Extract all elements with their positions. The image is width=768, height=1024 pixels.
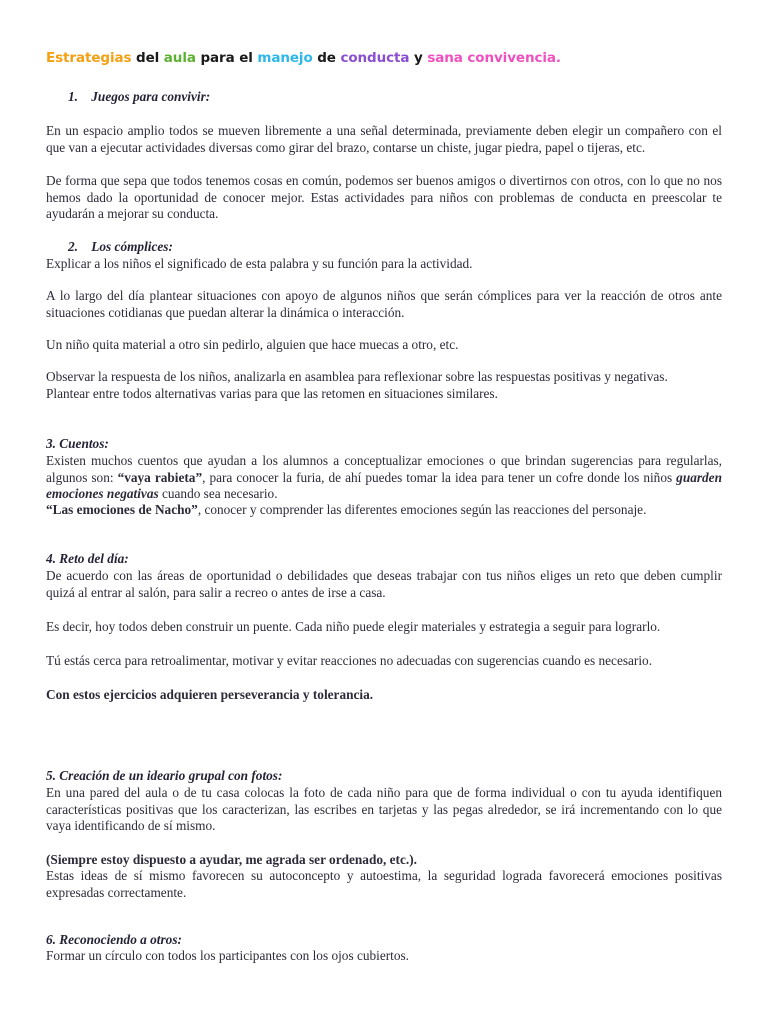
paragraph xyxy=(46,502,722,519)
paragraph: Formar un círculo con todos los participantes con los ojos cubiertos. xyxy=(46,948,410,963)
paragraph: En un espacio amplio todos se mueven libremente a una señal determinada, previamente deben elegir un compañero con el que van a ejecutar actividades diversas como girar del brazo, contarse un chiste, jugar piedra, papel o tijeras, etc. xyxy=(46,123,722,155)
title-word-sana-convivencia: sana convivencia. xyxy=(427,50,561,66)
book-title-vaya-rabieta: “vaya rabieta” xyxy=(117,469,203,485)
paragraph: En una pared del aula o de tu casa colocas la foto de cada niño para que de forma individual o con tu ayuda identifiquen características positivas que los caracterizan, las escribes en tarjetas y las pegas alrededor, se irá incrementando con lo que vaya identificando de sí mismo. xyxy=(46,785,722,833)
paragraph: Estas ideas de sí mismo favorecen su autoconcepto y autoestima, la seguridad lograda favorecerá emociones positivas expresadas correctamente. xyxy=(46,868,722,900)
section-heading-juegos: 1. Juegos para convivir: xyxy=(68,89,211,104)
paragraph: Es decir, hoy todos deben construir un puente. Cada niño puede elegir materiales y estrategia a seguir para lograrlo. xyxy=(46,619,661,634)
section-heading-ideario: 5. Creación de un ideario grupal con fotos: xyxy=(46,768,283,783)
text-run: cuando sea necesario. xyxy=(158,486,278,501)
paragraph: Plantear entre todos alternativas varias para que las retomen en situaciones similares. xyxy=(46,386,498,401)
section-heading-reto-del-dia: 4. Reto del día: xyxy=(46,551,129,566)
title-word-conducta: conducta xyxy=(340,50,410,66)
title-word-de: de xyxy=(312,50,341,66)
title-word-aula: aula xyxy=(163,50,196,66)
paragraph: De acuerdo con las áreas de oportunidad o debilidades que deseas trabajar con tus niños eliges un reto que deben cumplir quizá al entrar al salón, para salir a recreo o antes de irse a casa. xyxy=(46,568,722,600)
section-heading-complices: 2. Los cómplices: xyxy=(68,239,173,254)
title-word-manejo: manejo xyxy=(257,50,313,66)
bold-example: (Siempre estoy dispuesto a ayudar, me agrada ser ordenado, etc.). xyxy=(46,852,417,867)
bold-conclusion: Con estos ejercicios adquieren perseverancia y tolerancia. xyxy=(46,687,374,702)
title-word-del: del xyxy=(131,50,164,66)
paragraph: Observar la respuesta de los niños, analizarla en asamblea para reflexionar sobre las respuestas positivas y negativas. xyxy=(46,369,668,384)
title-word-y: y xyxy=(409,50,428,66)
paragraph xyxy=(46,453,722,503)
text-run: , conocer y comprender las diferentes emociones según las reacciones del personaje. xyxy=(197,502,647,517)
paragraph: A lo largo del día plantear situaciones con apoyo de algunos niños que serán cómplices para ver la reacción de otros ante situaciones cotidianas que puedan alterar la dinámica o interacción. xyxy=(46,288,722,320)
paragraph: Tú estás cerca para retroalimentar, motivar y evitar reacciones no adecuadas con sugerencias cuando es necesario. xyxy=(46,653,653,668)
paragraph: Un niño quita material a otro sin pedirlo, alguien que hace muecas a otro, etc. xyxy=(46,337,459,352)
paragraph: De forma que sepa que todos tenemos cosas en común, podemos ser buenos amigos o divertirnos con otros, con lo que no nos hemos dado la oportunidad de conocer mejor. Estas actividades para niños con problemas de conducta en preescolar te ayudarán a mejorar su conducta. xyxy=(46,173,722,221)
page-title xyxy=(46,50,561,66)
paragraph: Explicar a los niños el significado de esta palabra y su función para la actividad. xyxy=(46,256,473,271)
book-title-emociones-de-nacho: “Las emociones de Nacho” xyxy=(46,502,198,517)
text-run: Existen muchos cuentos que ayudan a los alumnos a conceptualizar emociones o que brindan sugerencias para regularlas, algunos son: xyxy=(46,453,722,485)
section-heading-cuentos: 3. Cuentos: xyxy=(46,436,109,451)
section-heading-reconociendo: 6. Reconociendo a otros: xyxy=(46,932,182,947)
text-run: , para conocer la furia, de ahí puedes tomar la idea para tener un cofre donde los niños xyxy=(202,469,677,485)
title-word-estrategias: Estrategias xyxy=(46,50,132,66)
title-word-para-el: para el xyxy=(195,50,258,66)
emphasis-text: guarden emociones negativas xyxy=(46,469,722,501)
